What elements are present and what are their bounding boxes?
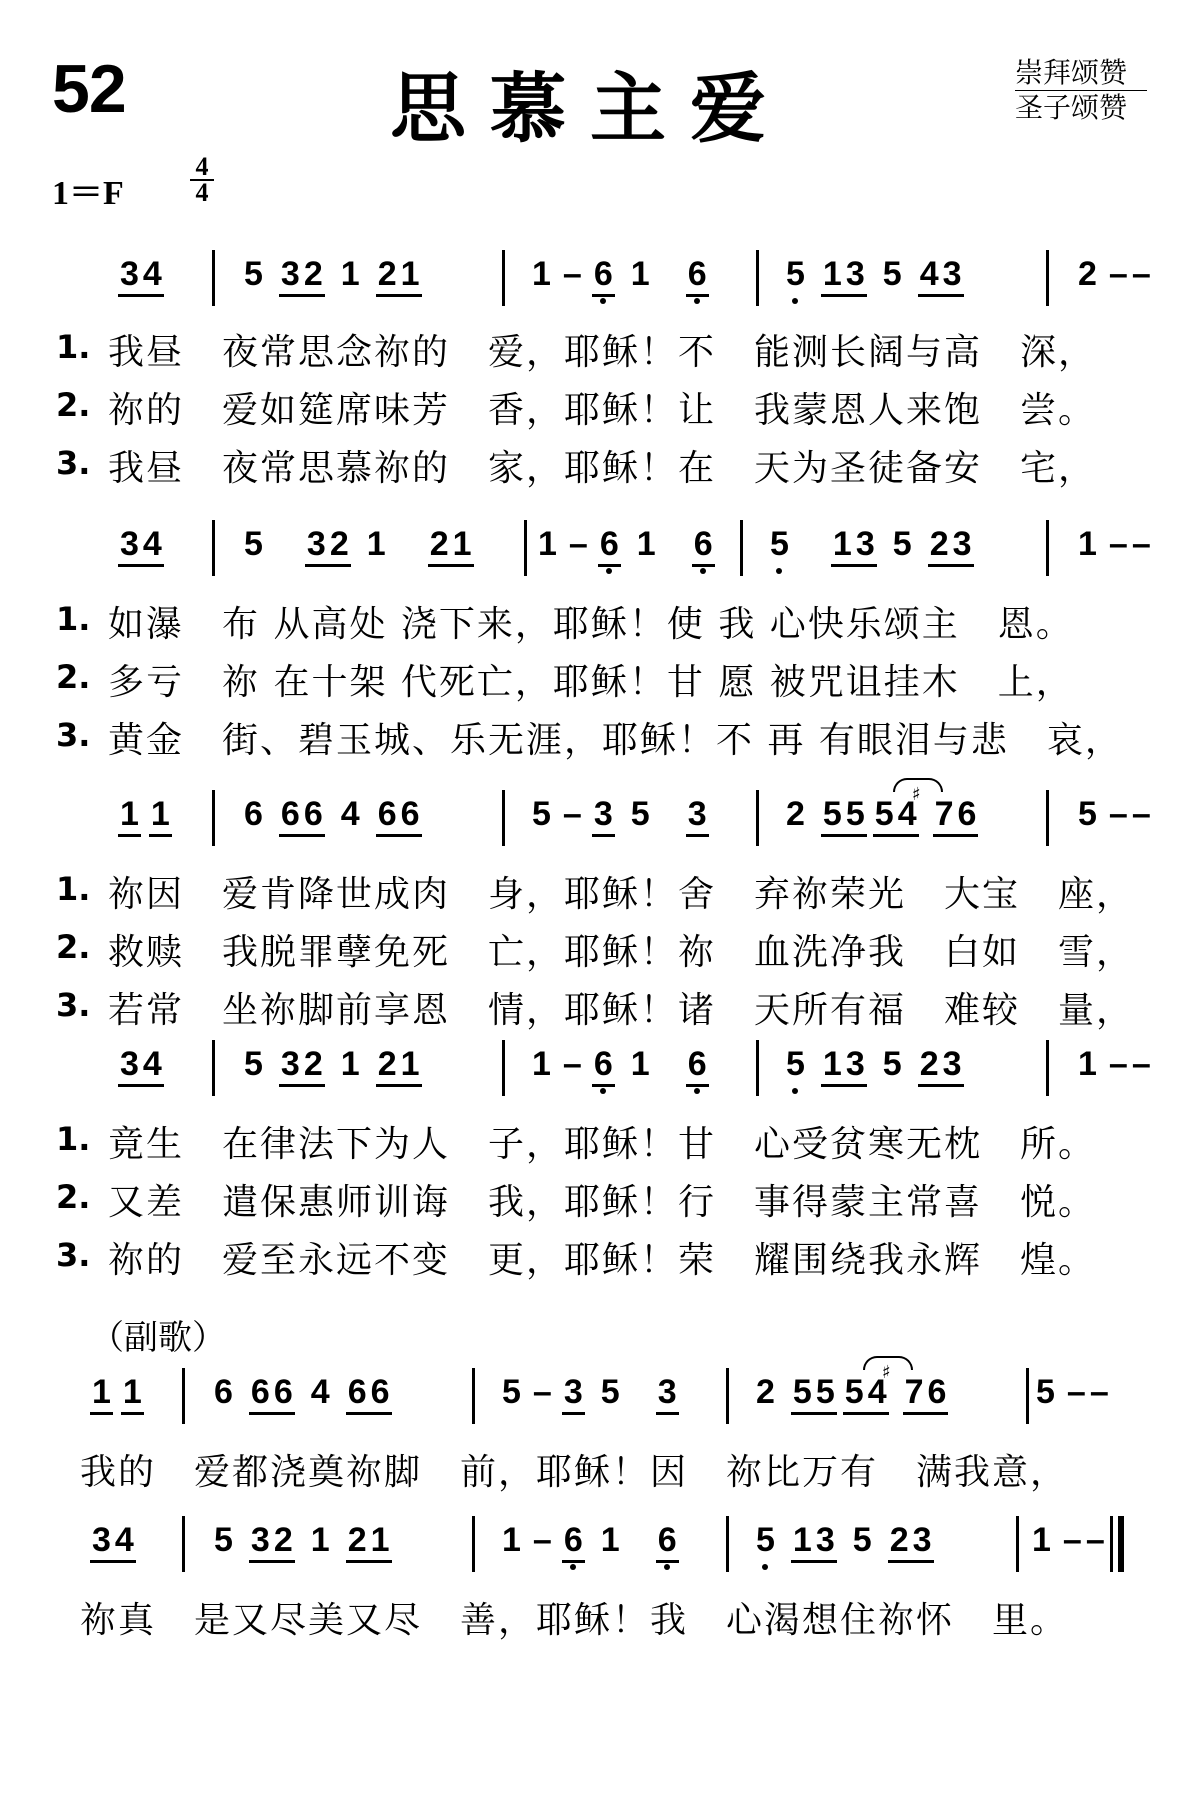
verse-number: 1. xyxy=(56,1120,91,1158)
note: 1 xyxy=(821,254,844,297)
note: 5 xyxy=(892,525,912,563)
lyric-text: 我昼 夜常思慕祢的 家，耶稣！在 天为圣徒备安 宅， xyxy=(108,448,1097,489)
chorus-label: （副歌） xyxy=(90,1318,226,1358)
music-system-4 xyxy=(0,1040,1200,1110)
lyric-line xyxy=(0,320,1200,374)
notes-line xyxy=(0,784,1200,860)
sharp-sign: ♯ xyxy=(882,1362,891,1383)
notes-line xyxy=(0,520,1200,590)
music-system-1 xyxy=(0,250,1200,320)
note: 1 xyxy=(831,524,854,567)
verse-number: 2. xyxy=(56,386,91,424)
verse-number: 1. xyxy=(56,870,91,908)
note: – xyxy=(1062,1521,1082,1559)
note: 3 xyxy=(592,794,615,837)
lyric-text: 祢的 爱至永远不变 更，耶稣！荣 耀围绕我永辉 煌。 xyxy=(108,1240,1097,1281)
note: – xyxy=(1131,795,1151,833)
note: 3 xyxy=(814,1520,837,1563)
barline xyxy=(1046,520,1049,576)
note: 3 xyxy=(279,254,302,297)
lyric-line xyxy=(0,1112,1200,1166)
note: 7 xyxy=(933,794,956,837)
note: 1 xyxy=(366,525,386,563)
note: 5 xyxy=(532,795,551,833)
note: – xyxy=(562,255,582,293)
note: 5 xyxy=(784,1044,807,1084)
lyric-line xyxy=(0,650,1200,704)
note: – xyxy=(1066,1373,1086,1411)
note: 6 xyxy=(562,1520,585,1563)
music-system-3 xyxy=(0,784,1200,860)
source-line-1: 崇拜颂赞 xyxy=(1015,56,1147,91)
note: 5 xyxy=(1078,795,1097,833)
note: 3 xyxy=(951,524,974,567)
barline xyxy=(212,250,215,306)
note: 6 xyxy=(926,1372,949,1415)
note: 2 xyxy=(376,1044,399,1087)
note: 3 xyxy=(118,254,141,297)
lyric-line xyxy=(0,1440,1200,1494)
verse-number: 3. xyxy=(56,986,91,1024)
note: – xyxy=(562,1045,582,1083)
note: – xyxy=(1089,1373,1109,1411)
lyric-text: 多亏 祢 在十架 代死亡，耶稣！甘 愿 被咒诅挂木 上， xyxy=(108,662,1074,703)
note: – xyxy=(1131,1045,1151,1083)
note: 2 xyxy=(272,1520,295,1563)
note: 3 xyxy=(279,1044,302,1087)
barline xyxy=(502,790,505,846)
lyric-text: 黄金 街、碧玉城、乐无涯，耶稣！不 再 有眼泪与悲 哀， xyxy=(108,720,1123,761)
note: 1 xyxy=(1078,525,1097,563)
note: 6 xyxy=(656,1520,679,1563)
chorus-system-1 xyxy=(0,1362,1200,1438)
note: 1 xyxy=(600,1521,620,1559)
note: 6 xyxy=(272,1372,295,1415)
note: 5 xyxy=(814,1372,837,1415)
note: – xyxy=(1131,525,1151,563)
note: 2 xyxy=(888,1520,911,1563)
chorus-system-2 xyxy=(0,1516,1200,1586)
lyric-text: 祢的 爱如筵席味芳 香，耶稣！让 我蒙恩人来饱 尝。 xyxy=(108,390,1097,431)
note: 5 xyxy=(502,1373,521,1411)
note: 5 xyxy=(873,794,896,837)
lyric-line xyxy=(0,920,1200,974)
lyric-text: 若常 坐祢脚前享恩 情，耶稣！诸 天所有福 难较 量， xyxy=(108,990,1135,1031)
notes-line xyxy=(0,250,1200,320)
chorus-lyric-text: 祢真 是又尽美又尽 善，耶稣！我 心渴想住祢怀 里。 xyxy=(80,1600,1069,1641)
note: 4 xyxy=(113,1520,136,1563)
barline xyxy=(1046,790,1049,846)
note: 1 xyxy=(1032,1521,1051,1559)
note: 3 xyxy=(249,1520,272,1563)
barline xyxy=(472,1368,475,1424)
barline xyxy=(756,250,759,306)
note: 3 xyxy=(656,1372,679,1415)
note: 1 xyxy=(90,1372,113,1415)
note: 6 xyxy=(692,524,715,567)
note: 6 xyxy=(376,794,399,837)
barline xyxy=(182,1368,185,1424)
barline xyxy=(502,1040,505,1096)
note: 3 xyxy=(844,1044,867,1087)
note: 1 xyxy=(630,1045,650,1083)
note: 3 xyxy=(911,1520,934,1563)
barline xyxy=(756,1040,759,1096)
note: 4 xyxy=(141,1044,164,1087)
note: 2 xyxy=(428,524,451,567)
note: 6 xyxy=(598,524,621,567)
barline xyxy=(182,1516,185,1572)
note: 6 xyxy=(302,794,325,837)
barline xyxy=(524,520,527,576)
lyric-text: 祢因 爱肯降世成肉 身，耶稣！舍 弃祢荣光 大宝 座， xyxy=(108,874,1135,915)
time-signature-bottom: 4 xyxy=(195,178,209,207)
barline xyxy=(212,790,215,846)
note: 3 xyxy=(90,1520,113,1563)
note: 1 xyxy=(451,524,474,567)
notes-line xyxy=(0,1516,1200,1586)
note: 1 xyxy=(532,1045,551,1083)
barline xyxy=(740,520,743,576)
note: 2 xyxy=(918,1044,941,1087)
notes-line xyxy=(0,1362,1200,1438)
note: 6 xyxy=(214,1373,233,1411)
note: 2 xyxy=(302,1044,325,1087)
note: 6 xyxy=(279,794,302,837)
note: 6 xyxy=(399,794,422,837)
sharp-sign: ♯ xyxy=(912,784,921,805)
note: 5 xyxy=(754,1520,777,1560)
note: – xyxy=(562,795,582,833)
notes-line xyxy=(0,1040,1200,1110)
note: 2 xyxy=(786,795,805,833)
note: – xyxy=(1108,795,1128,833)
note: 6 xyxy=(686,254,709,297)
lyric-text: 竟生 在律法下为人 子，耶稣！甘 心受贫寒无枕 所。 xyxy=(108,1124,1097,1165)
barline xyxy=(756,790,759,846)
note: 3 xyxy=(118,1044,141,1087)
note: 1 xyxy=(636,525,656,563)
note: 5 xyxy=(214,1521,233,1559)
time-signature xyxy=(190,152,214,207)
note: 5 xyxy=(844,794,867,837)
lyric-text: 救赎 我脱罪孽免死 亡，耶稣！祢 血洗净我 白如 雪， xyxy=(108,932,1135,973)
lyric-line xyxy=(0,1228,1200,1282)
note: 1 xyxy=(369,1520,392,1563)
lyric-line xyxy=(0,592,1200,646)
note: 2 xyxy=(346,1520,369,1563)
lyric-line xyxy=(0,708,1200,762)
note: 6 xyxy=(244,795,263,833)
note: 4 xyxy=(340,795,360,833)
note: 6 xyxy=(346,1372,369,1415)
note: 5 xyxy=(882,255,902,293)
barline xyxy=(212,1040,215,1096)
barline xyxy=(472,1516,475,1572)
note: 4 xyxy=(918,254,941,297)
note: – xyxy=(568,525,588,563)
note: 1 xyxy=(538,525,557,563)
barline xyxy=(212,520,215,576)
note: – xyxy=(532,1521,552,1559)
source-line-2: 圣子颂赞 xyxy=(1015,91,1128,124)
note: 5 xyxy=(791,1372,814,1415)
note: 1 xyxy=(1078,1045,1097,1083)
note: 3 xyxy=(941,1044,964,1087)
note: – xyxy=(1085,1521,1105,1559)
lyric-line xyxy=(0,862,1200,916)
note: 1 xyxy=(791,1520,814,1563)
note: 3 xyxy=(118,524,141,567)
note: – xyxy=(1108,525,1128,563)
lyric-line xyxy=(0,978,1200,1032)
note: 5 xyxy=(843,1372,866,1415)
note: 3 xyxy=(305,524,328,567)
hymn-source xyxy=(1015,56,1147,125)
note: 1 xyxy=(821,1044,844,1087)
hymn-title: 思慕主爱 xyxy=(390,64,790,153)
note: 6 xyxy=(956,794,979,837)
note: 1 xyxy=(630,255,650,293)
music-system-2 xyxy=(0,520,1200,590)
note: 5 xyxy=(784,254,807,294)
note: 4 xyxy=(896,794,919,837)
lyric-text: 我昼 夜常思念祢的 爱，耶稣！不 能测长阔与高 深， xyxy=(108,332,1097,373)
barline xyxy=(726,1516,729,1572)
note: 6 xyxy=(592,1044,615,1087)
note: 2 xyxy=(1078,255,1097,293)
note: 1 xyxy=(121,1372,144,1415)
note: – xyxy=(532,1373,552,1411)
note: 5 xyxy=(768,524,791,564)
note: 5 xyxy=(244,255,263,293)
note: 1 xyxy=(149,794,172,837)
barline xyxy=(1026,1368,1029,1424)
final-barline-thick xyxy=(1118,1516,1124,1572)
final-barline-thin xyxy=(1110,1516,1113,1572)
note: 5 xyxy=(852,1521,872,1559)
barline xyxy=(1046,250,1049,306)
note: 4 xyxy=(141,254,164,297)
note: 3 xyxy=(686,794,709,837)
note: 4 xyxy=(141,524,164,567)
note: 2 xyxy=(376,254,399,297)
verse-number: 3. xyxy=(56,444,91,482)
note: 5 xyxy=(882,1045,902,1083)
lyric-line xyxy=(0,436,1200,490)
note: 6 xyxy=(686,1044,709,1087)
note: 1 xyxy=(532,255,551,293)
note: 2 xyxy=(756,1373,775,1411)
verse-number: 1. xyxy=(56,600,91,638)
barline xyxy=(1046,1040,1049,1096)
note: 3 xyxy=(854,524,877,567)
note: – xyxy=(1131,255,1151,293)
note: 6 xyxy=(369,1372,392,1415)
note: 5 xyxy=(600,1373,620,1411)
chorus-lyric-text: 我的 爱都浇奠祢脚 前，耶稣！因 祢比万有 满我意， xyxy=(80,1452,1069,1493)
note: 7 xyxy=(903,1372,926,1415)
key-signature: 1＝F xyxy=(52,175,124,212)
verse-number: 2. xyxy=(56,928,91,966)
note: 6 xyxy=(592,254,615,297)
lyric-line xyxy=(0,1170,1200,1224)
note: 4 xyxy=(866,1372,889,1415)
verse-number: 2. xyxy=(56,1178,91,1216)
note: 1 xyxy=(310,1521,330,1559)
note: 6 xyxy=(249,1372,272,1415)
note: – xyxy=(1108,255,1128,293)
note: 1 xyxy=(502,1521,521,1559)
note: 1 xyxy=(340,255,360,293)
barline xyxy=(502,250,505,306)
note: 1 xyxy=(399,254,422,297)
verse-number: 3. xyxy=(56,1236,91,1274)
verse-number: 3. xyxy=(56,716,91,754)
note: 4 xyxy=(310,1373,330,1411)
lyric-line xyxy=(0,378,1200,432)
note: 5 xyxy=(630,795,650,833)
note: 5 xyxy=(244,1045,263,1083)
note: 3 xyxy=(941,254,964,297)
note: 5 xyxy=(244,525,263,563)
note: 3 xyxy=(844,254,867,297)
note: 2 xyxy=(302,254,325,297)
lyric-text: 又差 遣保惠师训诲 我，耶稣！行 事得蒙主常喜 悦。 xyxy=(108,1182,1097,1223)
note: 2 xyxy=(328,524,351,567)
barline xyxy=(726,1368,729,1424)
note: 2 xyxy=(928,524,951,567)
note: 1 xyxy=(340,1045,360,1083)
note: – xyxy=(1108,1045,1128,1083)
note: 5 xyxy=(821,794,844,837)
lyric-text: 如瀑 布 从高处 浇下来，耶稣！使 我 心快乐颂主 恩。 xyxy=(108,604,1074,645)
hymn-number: 52 xyxy=(52,51,126,127)
verse-number: 1. xyxy=(56,328,91,366)
barline xyxy=(1016,1516,1019,1572)
verse-number: 2. xyxy=(56,658,91,696)
note: 1 xyxy=(118,794,141,837)
lyric-line xyxy=(0,1588,1200,1642)
note: 1 xyxy=(399,1044,422,1087)
note: 3 xyxy=(562,1372,585,1415)
time-signature-top: 4 xyxy=(190,155,214,181)
note: 5 xyxy=(1036,1373,1055,1411)
